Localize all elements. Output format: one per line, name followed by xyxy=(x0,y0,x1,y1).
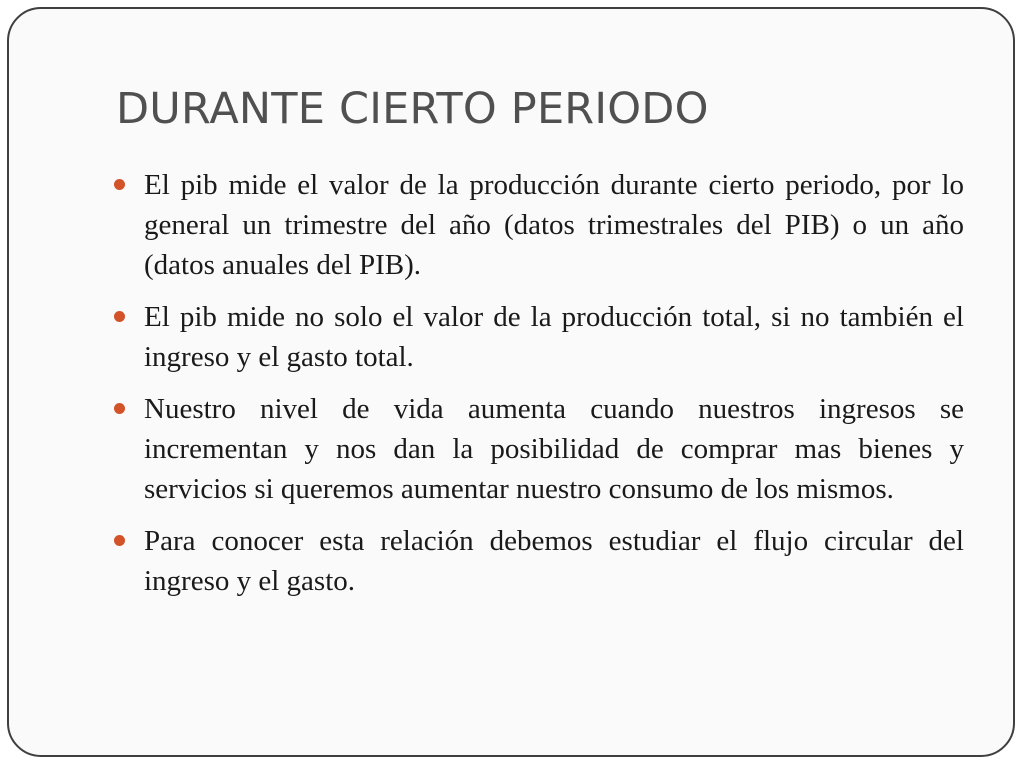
bullet-icon xyxy=(114,179,125,190)
bullet-text: Para conocer esta relación debemos estudiar el flujo circular del ingreso y el gasto. xyxy=(144,525,964,597)
bullet-text: El pib mide el valor de la producción durante cierto periodo, por lo general un trimestre del año (datos trimestrales del PIB) o un año (datos anuales del PIB). xyxy=(144,169,964,281)
bullet-item xyxy=(114,389,964,509)
bullet-item xyxy=(114,297,964,377)
bullet-text: El pib mide no solo el valor de la producción total, si no también el ingreso y el gasto total. xyxy=(144,301,964,373)
bullet-icon xyxy=(114,403,125,414)
bullet-list xyxy=(114,165,964,613)
bullet-icon xyxy=(114,535,125,546)
bullet-text: Nuestro nivel de vida aumenta cuando nuestros ingresos se incrementan y nos dan la posibilidad de comprar mas bienes y servicios si queremos aumentar nuestro consumo de los mismos. xyxy=(144,393,964,505)
bullet-icon xyxy=(114,311,125,322)
bullet-item xyxy=(114,165,964,285)
bullet-item xyxy=(114,521,964,601)
slide-title: DURANTE CIERTO PERIODO xyxy=(116,84,709,134)
